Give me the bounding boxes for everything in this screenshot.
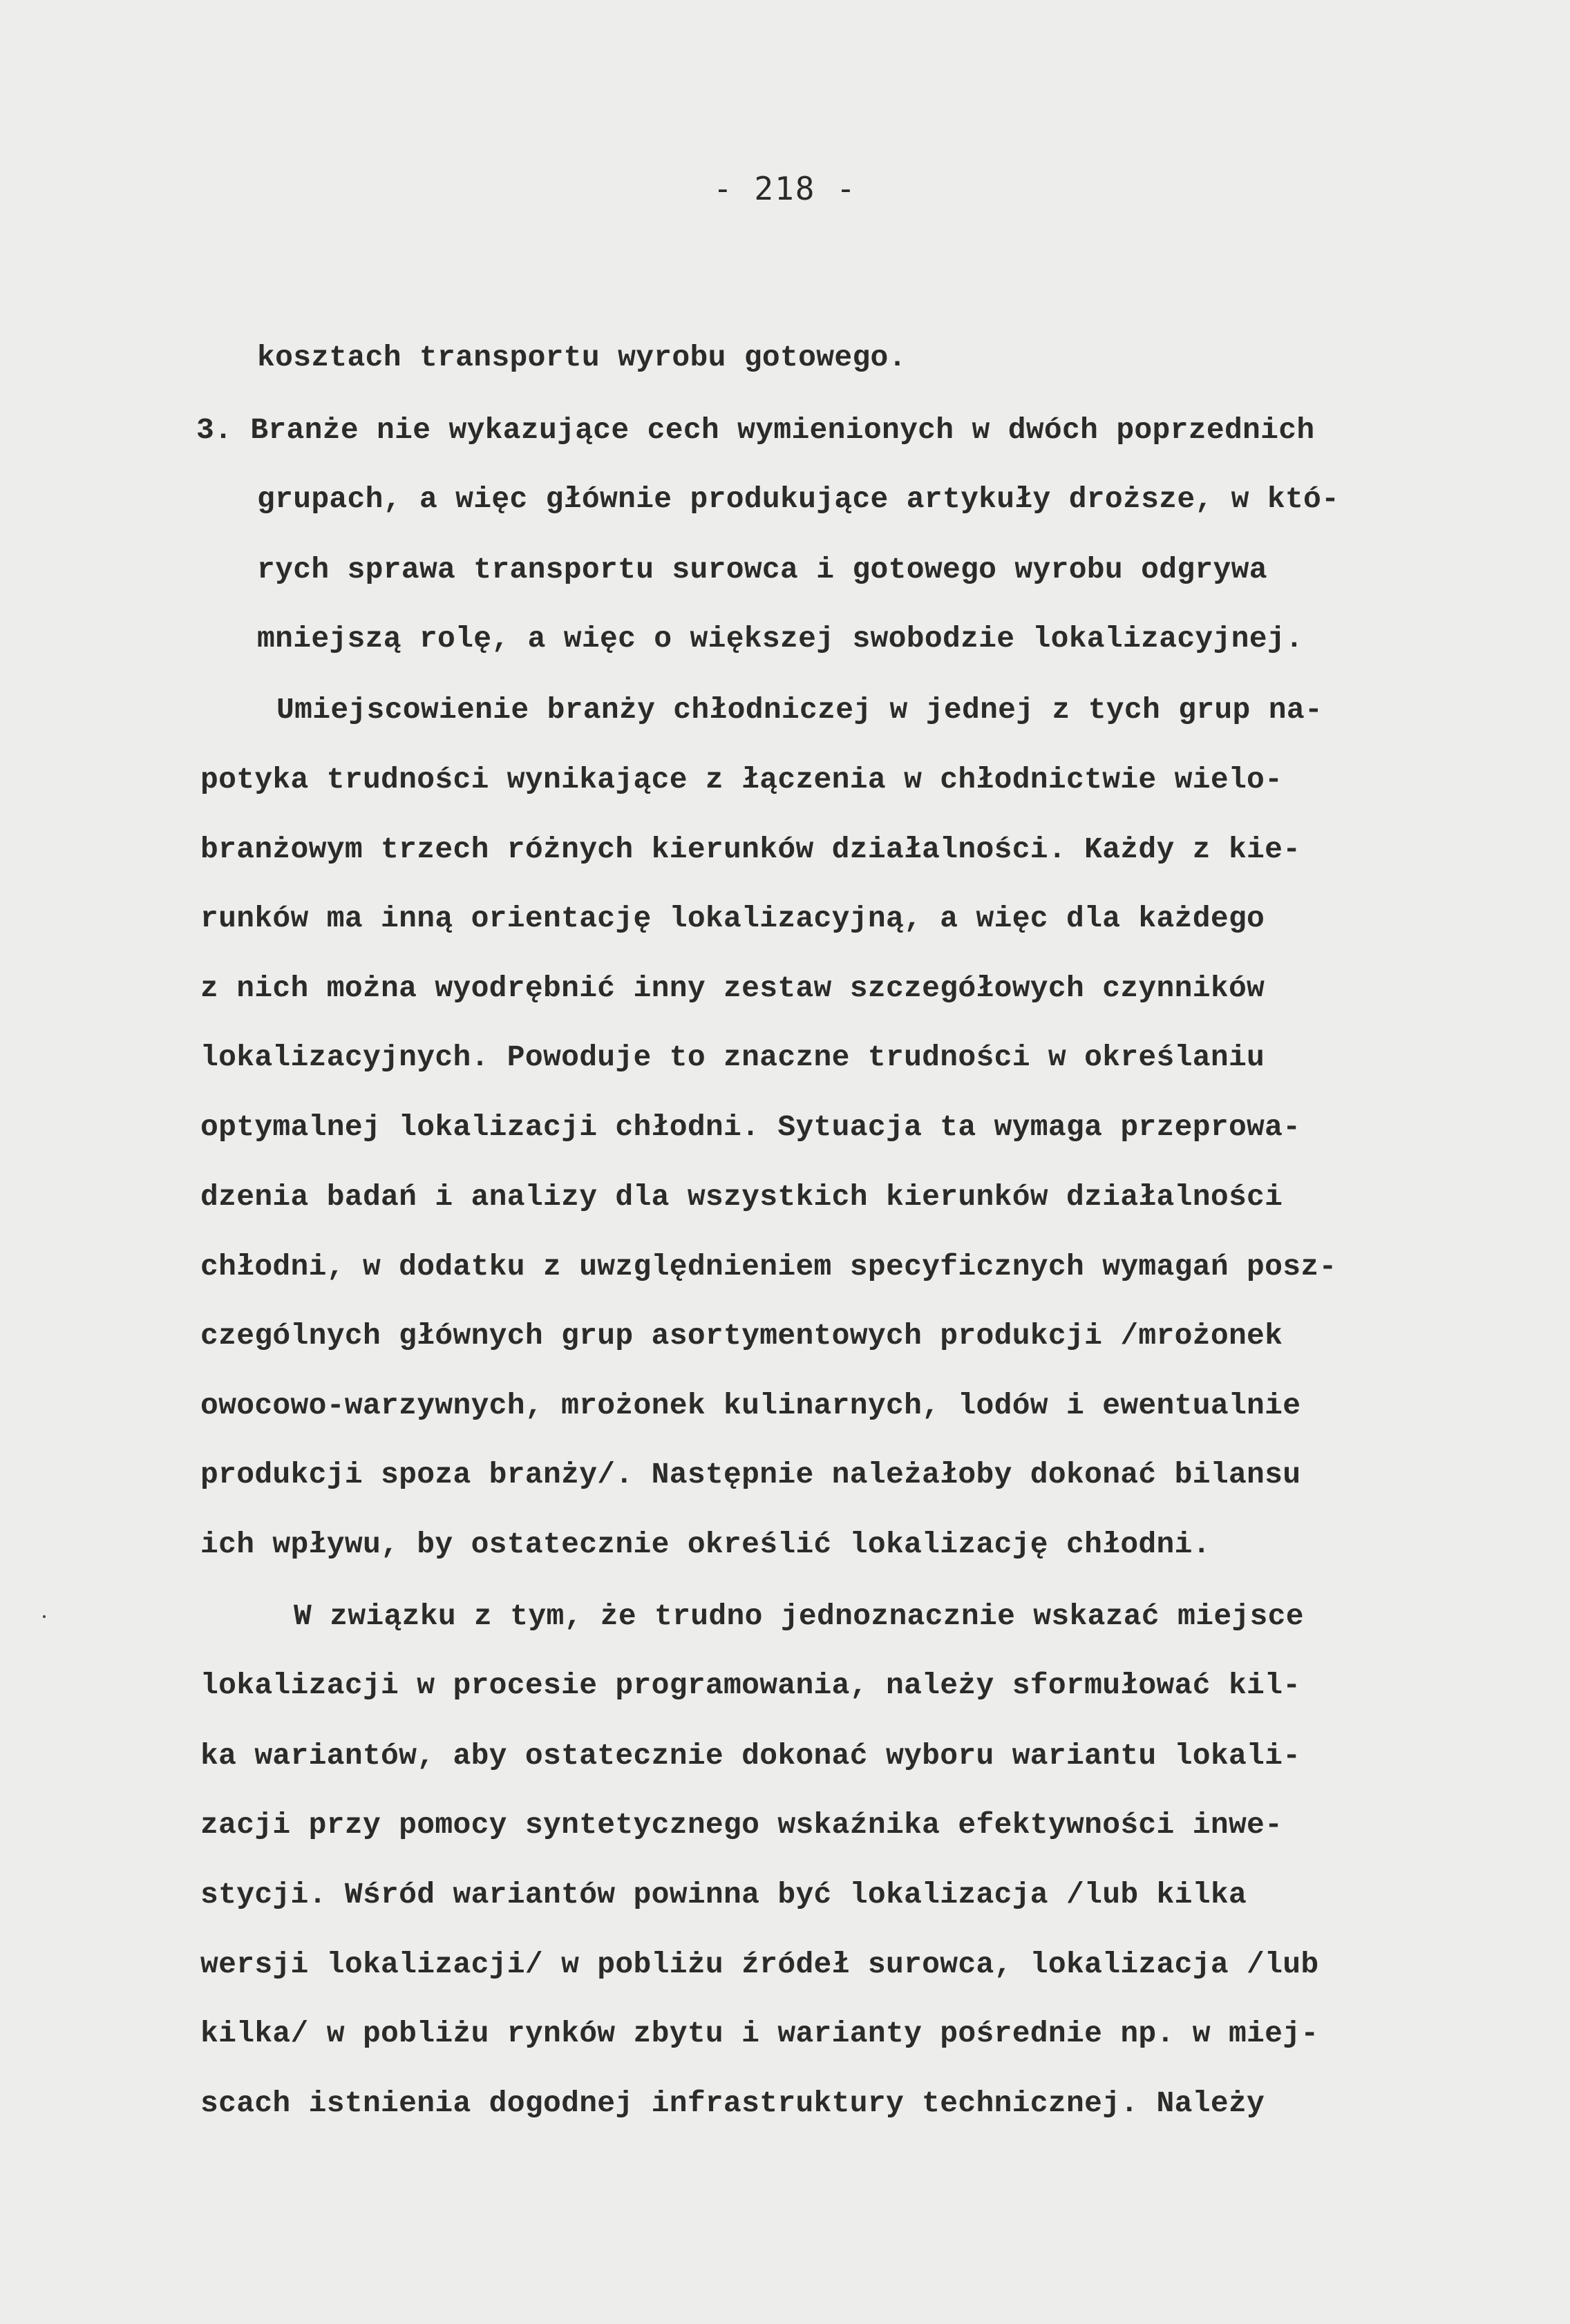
text-line: kosztach transportu wyrobu gotowego.: [257, 341, 907, 374]
text-line: zacji przy pomocy syntetycznego wskaźnika efektywności inwe-: [200, 1808, 1283, 1842]
text-line: kilka/ w pobliżu rynków zbytu i warianty pośrednie np. w miej-: [200, 2017, 1319, 2050]
text-line: mniejszą rolę, a więc o większej swobodzie lokalizacyjnej.: [257, 622, 1304, 656]
text-line: W związku z tym, że trudno jednoznacznie wskazać miejsce: [294, 1599, 1304, 1633]
text-line: czególnych głównych grup asortymentowych produkcji /mrożonek: [200, 1319, 1283, 1353]
text-line: branżowym trzech różnych kierunków działalności. Każdy z kie-: [200, 832, 1301, 866]
text-line: wersji lokalizacji/ w pobliżu źródeł surowca, lokalizacja /lub: [200, 1947, 1319, 1981]
text-line: Umiejscowienie branży chłodniczej w jednej z tych grup na-: [276, 693, 1323, 727]
page-number: - 218 -: [713, 170, 857, 207]
text-line: optymalnej lokalizacji chłodni. Sytuacja ta wymaga przeprowa-: [200, 1110, 1301, 1144]
text-line: stycji. Wśród wariantów powinna być lokalizacja /lub kilka: [200, 1878, 1247, 1912]
text-line: chłodni, w dodatku z uwzględnieniem specyficznych wymagań posz-: [200, 1250, 1337, 1284]
text-line: dzenia badań i analizy dla wszystkich kierunków działalności: [200, 1180, 1283, 1214]
text-line: grupach, a więc głównie produkujące artykuły droższe, w któ-: [257, 482, 1340, 516]
text-line: z nich można wyodrębnić inny zestaw szczegółowych czynników: [200, 971, 1265, 1005]
text-line: 3. Branże nie wykazujące cech wymienionych w dwóch poprzednich: [196, 413, 1315, 447]
text-line: rych sprawa transportu surowca i gotowego wyrobu odgrywa: [257, 553, 1267, 587]
text-line: lokalizacji w procesie programowania, należy sformułować kil-: [200, 1668, 1301, 1702]
text-line: scach istnienia dogodnej infrastruktury technicznej. Należy: [200, 2086, 1265, 2120]
text-line: potyka trudności wynikające z łączenia w chłodnictwie wielo-: [200, 763, 1283, 797]
text-line: lokalizacyjnych. Powoduje to znaczne trudności w określaniu: [200, 1040, 1265, 1074]
text-line: ka wariantów, aby ostatecznie dokonać wyboru wariantu lokali-: [200, 1739, 1301, 1773]
text-line: runków ma inną orientację lokalizacyjną, a więc dla każdego: [200, 902, 1265, 935]
text-line: owocowo-warzywnych, mrożonek kulinarnych, lodów i ewentualnie: [200, 1389, 1301, 1422]
text-line: produkcji spoza branży/. Następnie należałoby dokonać bilansu: [200, 1458, 1301, 1492]
text-line: ich wpływu, by ostatecznie określić lokalizację chłodni.: [200, 1527, 1211, 1561]
scan-speck: [43, 1615, 46, 1618]
